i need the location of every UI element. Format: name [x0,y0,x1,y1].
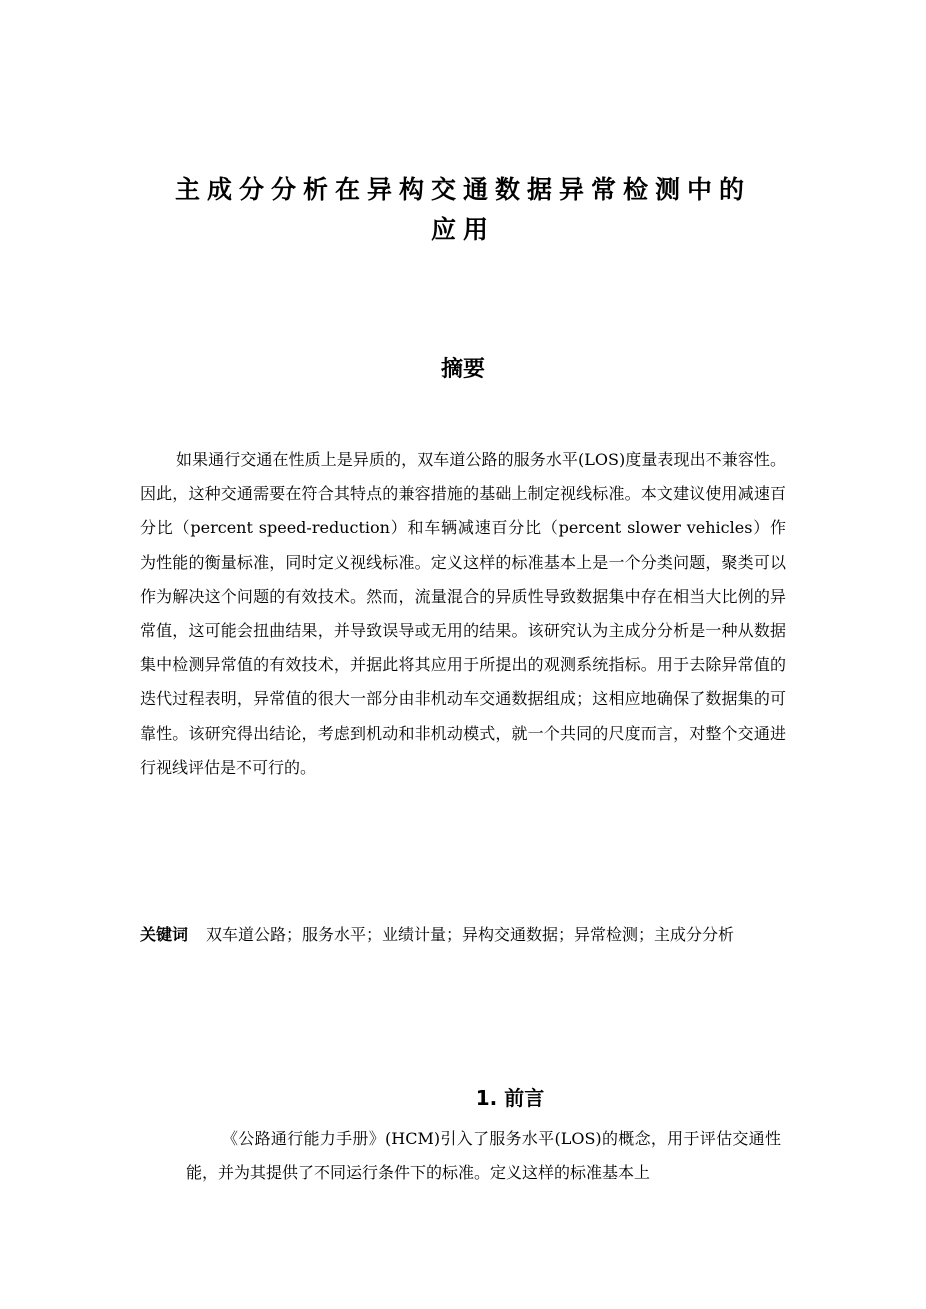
paper-title [140,170,786,250]
abstract-body: 如果通行交通在性质上是异质的，双车道公路的服务水平(LOS)度量表现出不兼容性。因此，这种交通需要在符合其特点的兼容措施的基础上制定视线标准。本文建议使用减速百分比（percent speed-reduction）和车辆减速百分比（percent slower vehicles）作为性能的衡量标准，同时定义视线标准。定义这样的标准基本上是一个分类问题，聚类可以作为解决这个问题的有效技术。然而，流量混合的异质性导致数据集中存在相当大比例的异常值，这可能会扭曲结果，并导致误导或无用的结果。该研究认为主成分分析是一种从数据集中检测异常值的有效技术，并据此将其应用于所提出的观测系统指标。用于去除异常值的迭代过程表明，异常值的很大一部分由非机动车交通数据组成；这相应地确保了数据集的可靠性。该研究得出结论，考虑到机动和非机动模式，就一个共同的尺度而言，对整个交通进行视线评估是不可行的。 [140,450,786,777]
abstract-heading: 摘要 [440,357,485,382]
introduction-body: 《公路通行能力手册》(HCM)引入了服务水平(LOS)的概念，用于评估交通性能，并为其提供了不同运行条件下的标准。定义这样的标准基本上 [186,1129,781,1182]
keywords-text: 双车道公路；服务水平；业绩计量；异构交通数据；异常检测；主成分分析 [206,925,735,944]
keywords-label: 关键词 [140,925,189,944]
paper-title-line-2: 应用 [430,215,495,244]
section-heading-introduction: 1. 前言 [475,1086,545,1110]
paper-title-line-1: 主成分分析在异构交通数据异常检测中的 [174,175,751,204]
keywords-paragraph [140,918,786,952]
